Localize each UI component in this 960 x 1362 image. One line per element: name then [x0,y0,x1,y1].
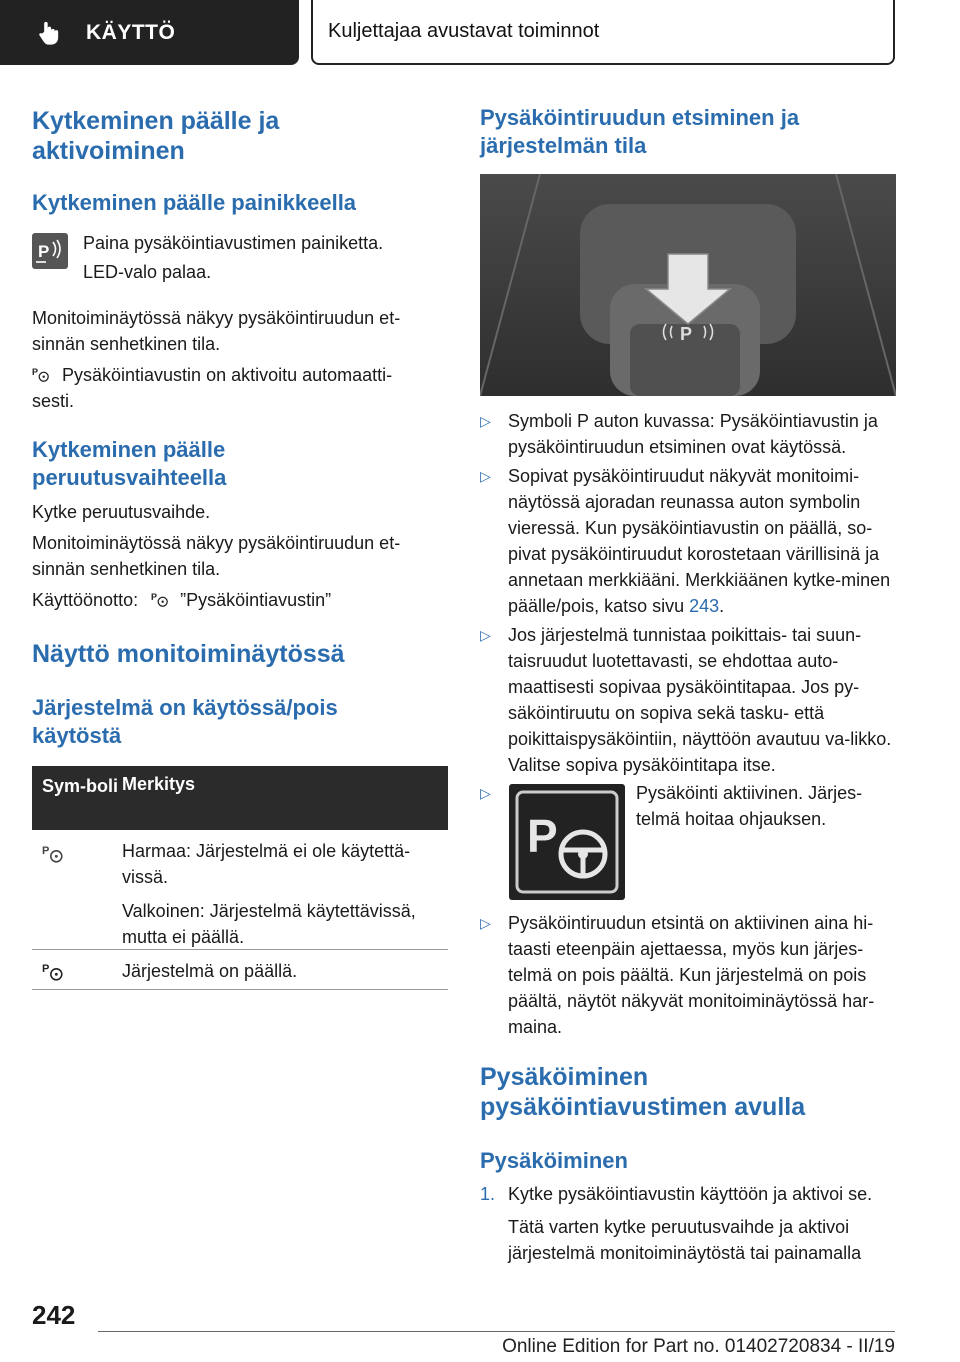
section-title: Kuljettajaa avustavat toiminnot [311,0,895,65]
park-assist-icon [42,960,64,982]
table-cell-grey: Harmaa: Järjestelmä ei ole käytettä-vissä. [122,841,411,887]
parking-active-text: Pysäköinti aktiivinen. Järjes-telmä hoitaa ohjauksen. [636,783,863,829]
heading-display: Näyttö monitoiminäytössä [32,640,345,668]
park-assist-icon [151,590,169,608]
table-header-meaning: Merkitys [122,774,196,794]
paragraph-status-2: Monitoiminäytössä näkyy pysäköintiruudun et-sinnän senhetkinen tila. [32,533,401,579]
table-cell-white: Valkoinen: Järjestelmä käytettävissä, mutta ei päällä. [122,901,416,947]
chapter-tab[interactable] [0,0,299,65]
edition-note: Online Edition for Part no. 01402720834 - II/19 [502,1336,895,1357]
hand-pointer-icon [36,19,64,47]
svg-text:P: P [32,366,39,377]
paragraph-setup [32,587,448,613]
heading-switch-on-button: Kytkeminen päälle painikkeella [32,190,357,215]
triangle-bullet-icon: ▷ [480,915,491,931]
step-1-text: Kytke pysäköintiavustin käyttöön ja aktivoi se. [508,1184,873,1204]
page-number: 242 [32,1300,76,1330]
paragraph-reverse: Kytke peruutusvaihde. [32,502,211,522]
svg-text:P: P [38,242,50,261]
parking-active-icon [509,784,625,900]
svg-text:P: P [680,324,693,344]
paragraph-status-1: Monitoiminäytössä näkyy pysäköintiruudun et-sinnän senhetkinen tila. [32,308,401,354]
table-cell-on: Järjestelmä on päällä. [122,961,298,981]
list-item [480,780,896,900]
led-instruction: LED-valo palaa. [83,262,212,282]
triangle-bullet-icon: ▷ [480,468,491,484]
heading-parking: Pysäköiminen [480,1148,628,1173]
symbol-table [32,766,448,990]
table-row [32,830,448,950]
setup-prefix: Käyttöönotto: [32,590,139,610]
heading-slot-search: Pysäköintiruudun etsiminen ja järjestelmän tila [480,105,800,158]
step-1-continuation: Tätä varten kytke peruutusvaihde ja aktivoi järjestelmä monitoiminäytöstä tai painamalla [508,1217,862,1263]
chapter-tab-label: KÄYTTÖ [86,20,176,44]
table-header [32,766,448,830]
svg-text:P: P [527,810,558,862]
heading-switch-on: Kytkeminen päälle ja aktivoiminen [32,107,280,165]
page-link-243[interactable]: 243 [689,596,720,616]
paragraph-auto-activated: Pysäköintiavustin on aktivoitu automaatti-sesti. [32,365,393,411]
triangle-bullet-icon: ▷ [480,785,491,801]
vehicle-display-image [480,174,896,396]
footer-divider [98,1331,895,1332]
triangle-bullet-icon: ▷ [480,413,491,429]
park-assist-button-icon [32,233,68,269]
step-number: 1. [480,1184,496,1204]
svg-text:P: P [42,963,50,976]
button-instruction: Paina pysäköintiavustimen painiketta. [83,233,384,253]
heading-system-status: Järjestelmä on käytössä/pois käytöstä [32,695,338,748]
heading-parking-with-assist: Pysäköiminen pysäköintiavustimen avulla [480,1063,806,1121]
table-row [32,950,448,990]
table-header-symbol: Sym-boli [42,776,119,796]
triangle-bullet-icon: ▷ [480,627,491,643]
heading-reverse-gear: Kytkeminen päälle peruutusvaihteella [32,437,227,490]
park-assist-icon [42,842,64,864]
setup-suffix: ”Pysäköintiavustin” [180,590,332,610]
svg-text:P: P [42,845,50,858]
svg-text:P: P [151,591,158,602]
